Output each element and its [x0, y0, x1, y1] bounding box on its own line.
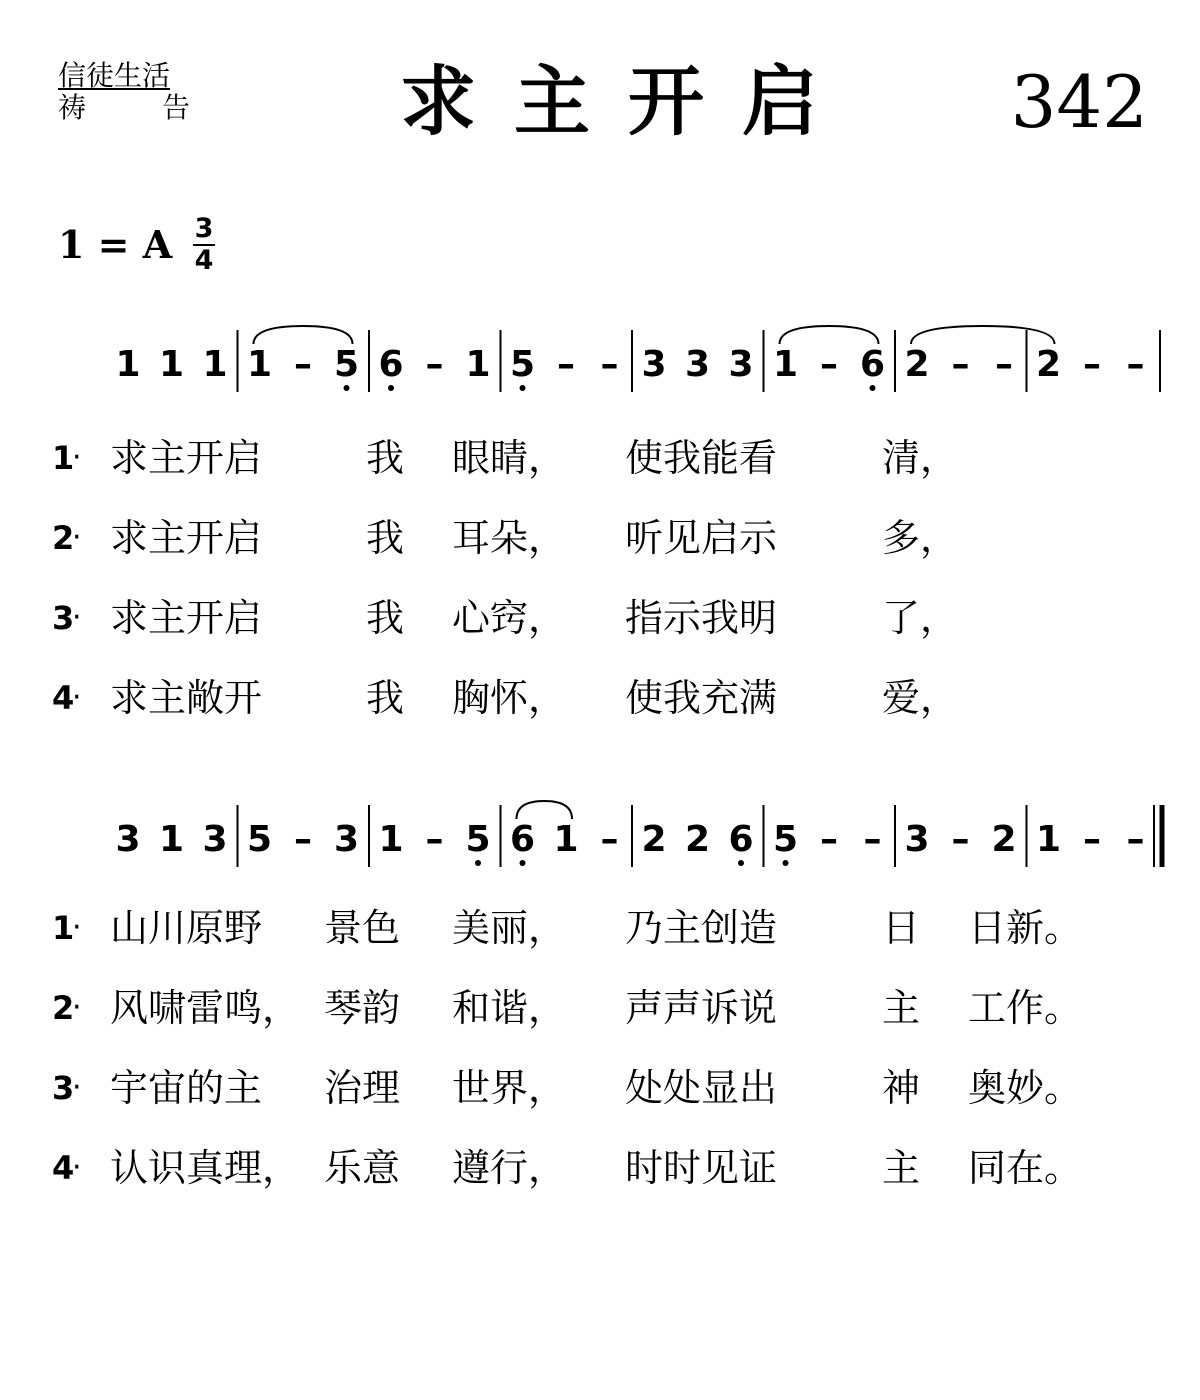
note: 3 [904, 819, 930, 860]
verse-number: 1 [52, 909, 75, 947]
lyric-phrase: 使我能看 [625, 436, 778, 480]
dash-note: – [600, 819, 619, 860]
verse-number: 4 [52, 1149, 75, 1187]
dash-note: – [995, 344, 1013, 385]
dash-note: – [557, 344, 575, 385]
lyric-phrase: 耳朵， [452, 516, 567, 560]
category-life: 信徒生活 [58, 59, 171, 92]
lyric-phrase: 世界， [452, 1066, 567, 1110]
lyric-phrase: 眼睛， [452, 436, 567, 480]
dash-note: – [1083, 344, 1101, 385]
lyric-phrase: 指示我明 [625, 596, 778, 640]
score-line-1 [0, 310, 1200, 420]
note: 3 [641, 344, 667, 385]
lyric-phrase: 主 [882, 986, 921, 1030]
key-signature: 1 = A [58, 222, 173, 267]
lyric-phrase: 美丽， [452, 906, 567, 950]
verse-row-2 [0, 978, 1200, 1038]
lyric-phrase: 景色 [324, 906, 401, 950]
note: 2 [991, 819, 1017, 860]
lyric-phrase: 乃主创造 [625, 906, 778, 950]
note: 6 [859, 344, 886, 385]
octave-dot-below [388, 385, 394, 391]
lyric-phrase: 宇宙的主 [110, 1066, 263, 1110]
tie-slur [780, 326, 879, 344]
lyric-phrase: 我 [366, 516, 405, 560]
lyric-phrase: 求主开启 [110, 596, 263, 640]
verse-number-dot: · [72, 990, 82, 1025]
lyric-phrase: 求主开启 [110, 516, 263, 560]
tie-slur [517, 801, 573, 819]
octave-dot-below [783, 860, 789, 866]
note: 3 [333, 819, 360, 860]
lyric-phrase: 我 [366, 676, 405, 720]
hymn-number: 342 [1010, 60, 1148, 144]
dash-note: – [294, 819, 312, 860]
lyric-phrase: 听见启示 [625, 516, 778, 560]
verse-row-1 [0, 428, 1200, 488]
lyric-phrase: 求主敞开 [110, 676, 263, 720]
note: 3 [115, 819, 141, 860]
dash-note: – [863, 819, 882, 860]
category-prayer: 祷告 [58, 91, 190, 124]
verse-number-dot: · [72, 680, 82, 715]
verse-number: 2 [52, 519, 75, 557]
note: 1 [772, 344, 799, 385]
dash-note: – [1083, 819, 1101, 860]
hymn-title: 求主开启 [400, 57, 856, 146]
lyric-phrase: 清， [882, 436, 959, 480]
score-line-2 [0, 785, 1200, 895]
lyric-phrase: 琴韵 [324, 986, 401, 1030]
lyric-phrase: 风啸雷鸣， [110, 986, 301, 1030]
note: 6 [728, 819, 754, 860]
note: 1 [246, 344, 273, 385]
dash-note: – [600, 344, 619, 385]
tie-slur [911, 326, 1055, 344]
verse-number-dot: · [72, 520, 82, 555]
verse-number-dot: · [72, 440, 82, 475]
verse-number: 3 [52, 599, 75, 637]
lyric-phrase: 遵行， [452, 1146, 567, 1190]
numbered-notation [0, 785, 1200, 895]
note: 5 [509, 344, 536, 385]
lyric-phrase: 主 [882, 1146, 921, 1190]
lyric-phrase: 多， [882, 516, 959, 560]
lyric-phrase: 同在。 [968, 1146, 1083, 1190]
dash-note: – [425, 344, 444, 385]
hymn-category [58, 60, 190, 124]
lyric-phrase: 心窍， [452, 596, 567, 640]
verse-number-dot: · [72, 1150, 82, 1185]
lyric-phrase: 山川原野 [110, 906, 263, 950]
lyric-phrase: 使我充满 [625, 676, 778, 720]
verse-number: 4 [52, 679, 75, 717]
verse-row-4 [0, 1138, 1200, 1198]
note: 6 [509, 819, 536, 860]
octave-dot-below [520, 860, 526, 866]
numbered-notation [0, 310, 1200, 420]
note: 5 [772, 819, 799, 860]
dash-note: – [820, 344, 838, 385]
dash-note: – [1126, 344, 1145, 385]
octave-dot-below [870, 385, 876, 391]
lyric-phrase: 我 [366, 436, 405, 480]
octave-dot-below [738, 860, 744, 866]
lyric-phrase: 日 [882, 906, 921, 950]
verse-row-2 [0, 508, 1200, 568]
lyric-phrase: 奥妙。 [968, 1066, 1083, 1110]
time-signature-bottom: 4 [194, 245, 214, 276]
note: 1 [378, 819, 404, 860]
note: 6 [378, 344, 404, 385]
note: 2 [904, 344, 930, 385]
lyric-phrase: 日新。 [968, 906, 1083, 950]
lyric-phrase: 时时见证 [625, 1146, 778, 1190]
note: 1 [115, 344, 141, 385]
note: 5 [333, 344, 360, 385]
verse-number: 3 [52, 1069, 75, 1107]
note: 2 [1035, 344, 1062, 385]
note: 1 [465, 344, 491, 385]
verse-number-dot: · [72, 910, 82, 945]
verse-row-3 [0, 1058, 1200, 1118]
time-signature [190, 214, 218, 276]
note: 5 [246, 819, 273, 860]
dash-note: – [425, 819, 444, 860]
lyric-phrase: 胸怀， [452, 676, 567, 720]
lyric-phrase: 声声诉说 [625, 986, 778, 1030]
note: 2 [684, 819, 711, 860]
lyric-phrase: 和谐， [452, 986, 567, 1030]
lyric-phrase: 我 [366, 596, 405, 640]
note: 1 [158, 819, 185, 860]
lyric-phrase: 处处显出 [625, 1066, 778, 1110]
note: 1 [158, 344, 185, 385]
note: 1 [1035, 819, 1062, 860]
dash-note: – [820, 819, 838, 860]
dash-note: – [294, 344, 312, 385]
verse-row-1 [0, 898, 1200, 958]
lyric-phrase: 乐意 [324, 1146, 401, 1190]
note: 3 [728, 344, 754, 385]
lyric-phrase: 认识真理， [110, 1146, 301, 1190]
note: 3 [202, 819, 228, 860]
verse-number: 1 [52, 439, 75, 477]
note: 2 [641, 819, 667, 860]
dash-note: – [951, 344, 970, 385]
lyric-phrase: 爱， [882, 676, 959, 720]
verse-row-4 [0, 668, 1200, 728]
octave-dot-below [344, 385, 350, 391]
lyric-phrase: 神 [882, 1066, 921, 1110]
octave-dot-below [475, 860, 481, 866]
verse-row-3 [0, 588, 1200, 648]
lyric-phrase: 求主开启 [110, 436, 263, 480]
verse-number-dot: · [72, 1070, 82, 1105]
lyric-phrase: 了， [882, 596, 959, 640]
octave-dot-below [520, 385, 526, 391]
verse-number: 2 [52, 989, 75, 1027]
note: 1 [553, 819, 579, 860]
note: 3 [684, 344, 711, 385]
dash-note: – [951, 819, 970, 860]
tie-slur [254, 326, 353, 344]
note: 1 [202, 344, 228, 385]
verse-number-dot: · [72, 600, 82, 635]
note: 5 [465, 819, 491, 860]
lyric-phrase: 治理 [324, 1066, 401, 1110]
time-signature-top: 3 [194, 213, 214, 244]
dash-note: – [1126, 819, 1145, 860]
lyric-phrase: 工作。 [968, 986, 1083, 1030]
